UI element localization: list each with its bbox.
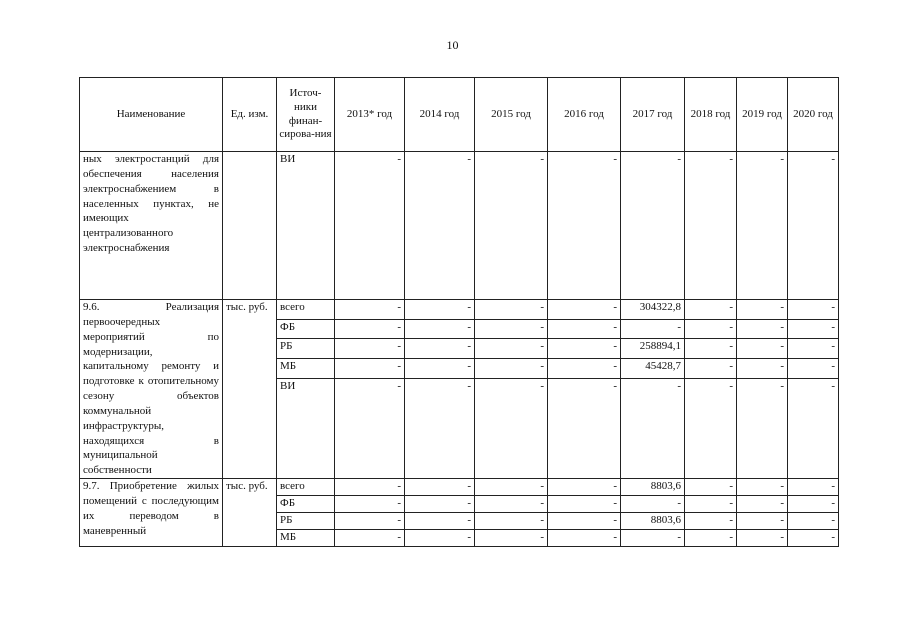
value-cell: - bbox=[475, 300, 548, 320]
value-cell: - bbox=[405, 300, 475, 320]
value-cell: - bbox=[788, 496, 839, 513]
value-cell: - bbox=[737, 339, 788, 359]
value-cell: - bbox=[685, 339, 737, 359]
value-cell: 45428,7 bbox=[621, 358, 685, 378]
value-cell: - bbox=[685, 513, 737, 530]
value-cell: - bbox=[335, 496, 405, 513]
value-cell: - bbox=[788, 152, 839, 300]
value-cell: - bbox=[621, 319, 685, 339]
section-unit: тыс. руб. bbox=[223, 479, 277, 547]
value-cell: - bbox=[335, 339, 405, 359]
value-cell: - bbox=[548, 358, 621, 378]
value-cell: - bbox=[621, 152, 685, 300]
value-cell: - bbox=[737, 358, 788, 378]
header-name: Наименование bbox=[80, 78, 223, 152]
value-cell: - bbox=[548, 513, 621, 530]
value-cell: - bbox=[475, 378, 548, 479]
value-cell: - bbox=[685, 152, 737, 300]
value-cell: - bbox=[737, 300, 788, 320]
header-year: 2018 год bbox=[685, 78, 737, 152]
value-cell: 258894,1 bbox=[621, 339, 685, 359]
value-cell: - bbox=[548, 300, 621, 320]
header-year: 2017 год bbox=[621, 78, 685, 152]
header-year: 2013* год bbox=[335, 78, 405, 152]
header-year: 2014 год bbox=[405, 78, 475, 152]
value-cell: - bbox=[685, 530, 737, 547]
source-cell: ВИ bbox=[277, 152, 335, 300]
value-cell: - bbox=[685, 300, 737, 320]
value-cell: - bbox=[788, 358, 839, 378]
value-cell: 8803,6 bbox=[621, 513, 685, 530]
header-year: 2020 год bbox=[788, 78, 839, 152]
value-cell: - bbox=[737, 530, 788, 547]
source-cell: МБ bbox=[277, 530, 335, 547]
value-cell: - bbox=[621, 378, 685, 479]
value-cell: - bbox=[788, 300, 839, 320]
value-cell: - bbox=[685, 319, 737, 339]
table-row bbox=[80, 479, 839, 496]
value-cell: - bbox=[621, 496, 685, 513]
value-cell: - bbox=[621, 530, 685, 547]
value-cell: - bbox=[685, 358, 737, 378]
source-cell: всего bbox=[277, 479, 335, 496]
value-cell: - bbox=[548, 530, 621, 547]
header-source: Источ-ники финан-сирова-ния bbox=[277, 78, 335, 152]
value-cell: - bbox=[737, 479, 788, 496]
value-cell: - bbox=[685, 378, 737, 479]
value-cell: - bbox=[335, 152, 405, 300]
value-cell: - bbox=[548, 496, 621, 513]
value-cell: - bbox=[548, 152, 621, 300]
value-cell: - bbox=[405, 496, 475, 513]
value-cell: - bbox=[475, 479, 548, 496]
header-year: 2019 год bbox=[737, 78, 788, 152]
source-cell: ВИ bbox=[277, 378, 335, 479]
value-cell: - bbox=[475, 319, 548, 339]
financing-table bbox=[79, 77, 839, 547]
source-cell: ФБ bbox=[277, 319, 335, 339]
header-year: 2016 год bbox=[548, 78, 621, 152]
table-row bbox=[80, 300, 839, 320]
value-cell: - bbox=[788, 319, 839, 339]
value-cell: - bbox=[405, 339, 475, 359]
value-cell: - bbox=[685, 479, 737, 496]
value-cell: - bbox=[335, 300, 405, 320]
value-cell: - bbox=[548, 479, 621, 496]
value-cell: - bbox=[475, 358, 548, 378]
source-cell: ФБ bbox=[277, 496, 335, 513]
header-year: 2015 год bbox=[475, 78, 548, 152]
value-cell: - bbox=[788, 339, 839, 359]
value-cell: - bbox=[335, 513, 405, 530]
header-unit: Ед. изм. bbox=[223, 78, 277, 152]
page-number: 10 bbox=[446, 38, 459, 52]
value-cell: - bbox=[788, 513, 839, 530]
value-cell: - bbox=[405, 358, 475, 378]
value-cell: - bbox=[475, 530, 548, 547]
value-cell: - bbox=[405, 513, 475, 530]
value-cell: - bbox=[475, 339, 548, 359]
value-cell: - bbox=[405, 378, 475, 479]
value-cell: - bbox=[335, 479, 405, 496]
value-cell: - bbox=[475, 513, 548, 530]
value-cell: - bbox=[475, 152, 548, 300]
value-cell: - bbox=[737, 152, 788, 300]
value-cell: - bbox=[405, 479, 475, 496]
value-cell: 304322,8 bbox=[621, 300, 685, 320]
value-cell: - bbox=[548, 378, 621, 479]
section-unit bbox=[223, 152, 277, 300]
section-unit: тыс. руб. bbox=[223, 300, 277, 479]
value-cell: - bbox=[788, 530, 839, 547]
value-cell: - bbox=[737, 319, 788, 339]
value-cell: - bbox=[737, 513, 788, 530]
value-cell: - bbox=[405, 530, 475, 547]
value-cell: - bbox=[548, 319, 621, 339]
section-name: 9.7. Приобретение жилых помещений с последующим их переводом в маневренный bbox=[80, 479, 223, 547]
value-cell: - bbox=[405, 319, 475, 339]
value-cell: - bbox=[737, 378, 788, 479]
value-cell: - bbox=[737, 496, 788, 513]
source-cell: РБ bbox=[277, 339, 335, 359]
value-cell: 8803,6 bbox=[621, 479, 685, 496]
section-name: ных электростанций для обеспечения населения электроснабжением в населенных пунктах, не имеющих централизованного электроснабжения bbox=[80, 152, 223, 300]
source-cell: МБ bbox=[277, 358, 335, 378]
source-cell: всего bbox=[277, 300, 335, 320]
value-cell: - bbox=[788, 479, 839, 496]
value-cell: - bbox=[548, 339, 621, 359]
value-cell: - bbox=[335, 319, 405, 339]
source-cell: РБ bbox=[277, 513, 335, 530]
value-cell: - bbox=[405, 152, 475, 300]
value-cell: - bbox=[685, 496, 737, 513]
value-cell: - bbox=[335, 378, 405, 479]
value-cell: - bbox=[475, 496, 548, 513]
value-cell: - bbox=[335, 530, 405, 547]
table-header-row bbox=[80, 78, 839, 152]
section-name: 9.6. Реализация первоочередных мероприятий по модернизации, капитальному ремонту и подготовке к отопительному сезону объектов коммунальной инфраструктуры, находящихся в муниципальной собственности bbox=[80, 300, 223, 479]
table-row bbox=[80, 152, 839, 300]
value-cell: - bbox=[335, 358, 405, 378]
value-cell: - bbox=[788, 378, 839, 479]
